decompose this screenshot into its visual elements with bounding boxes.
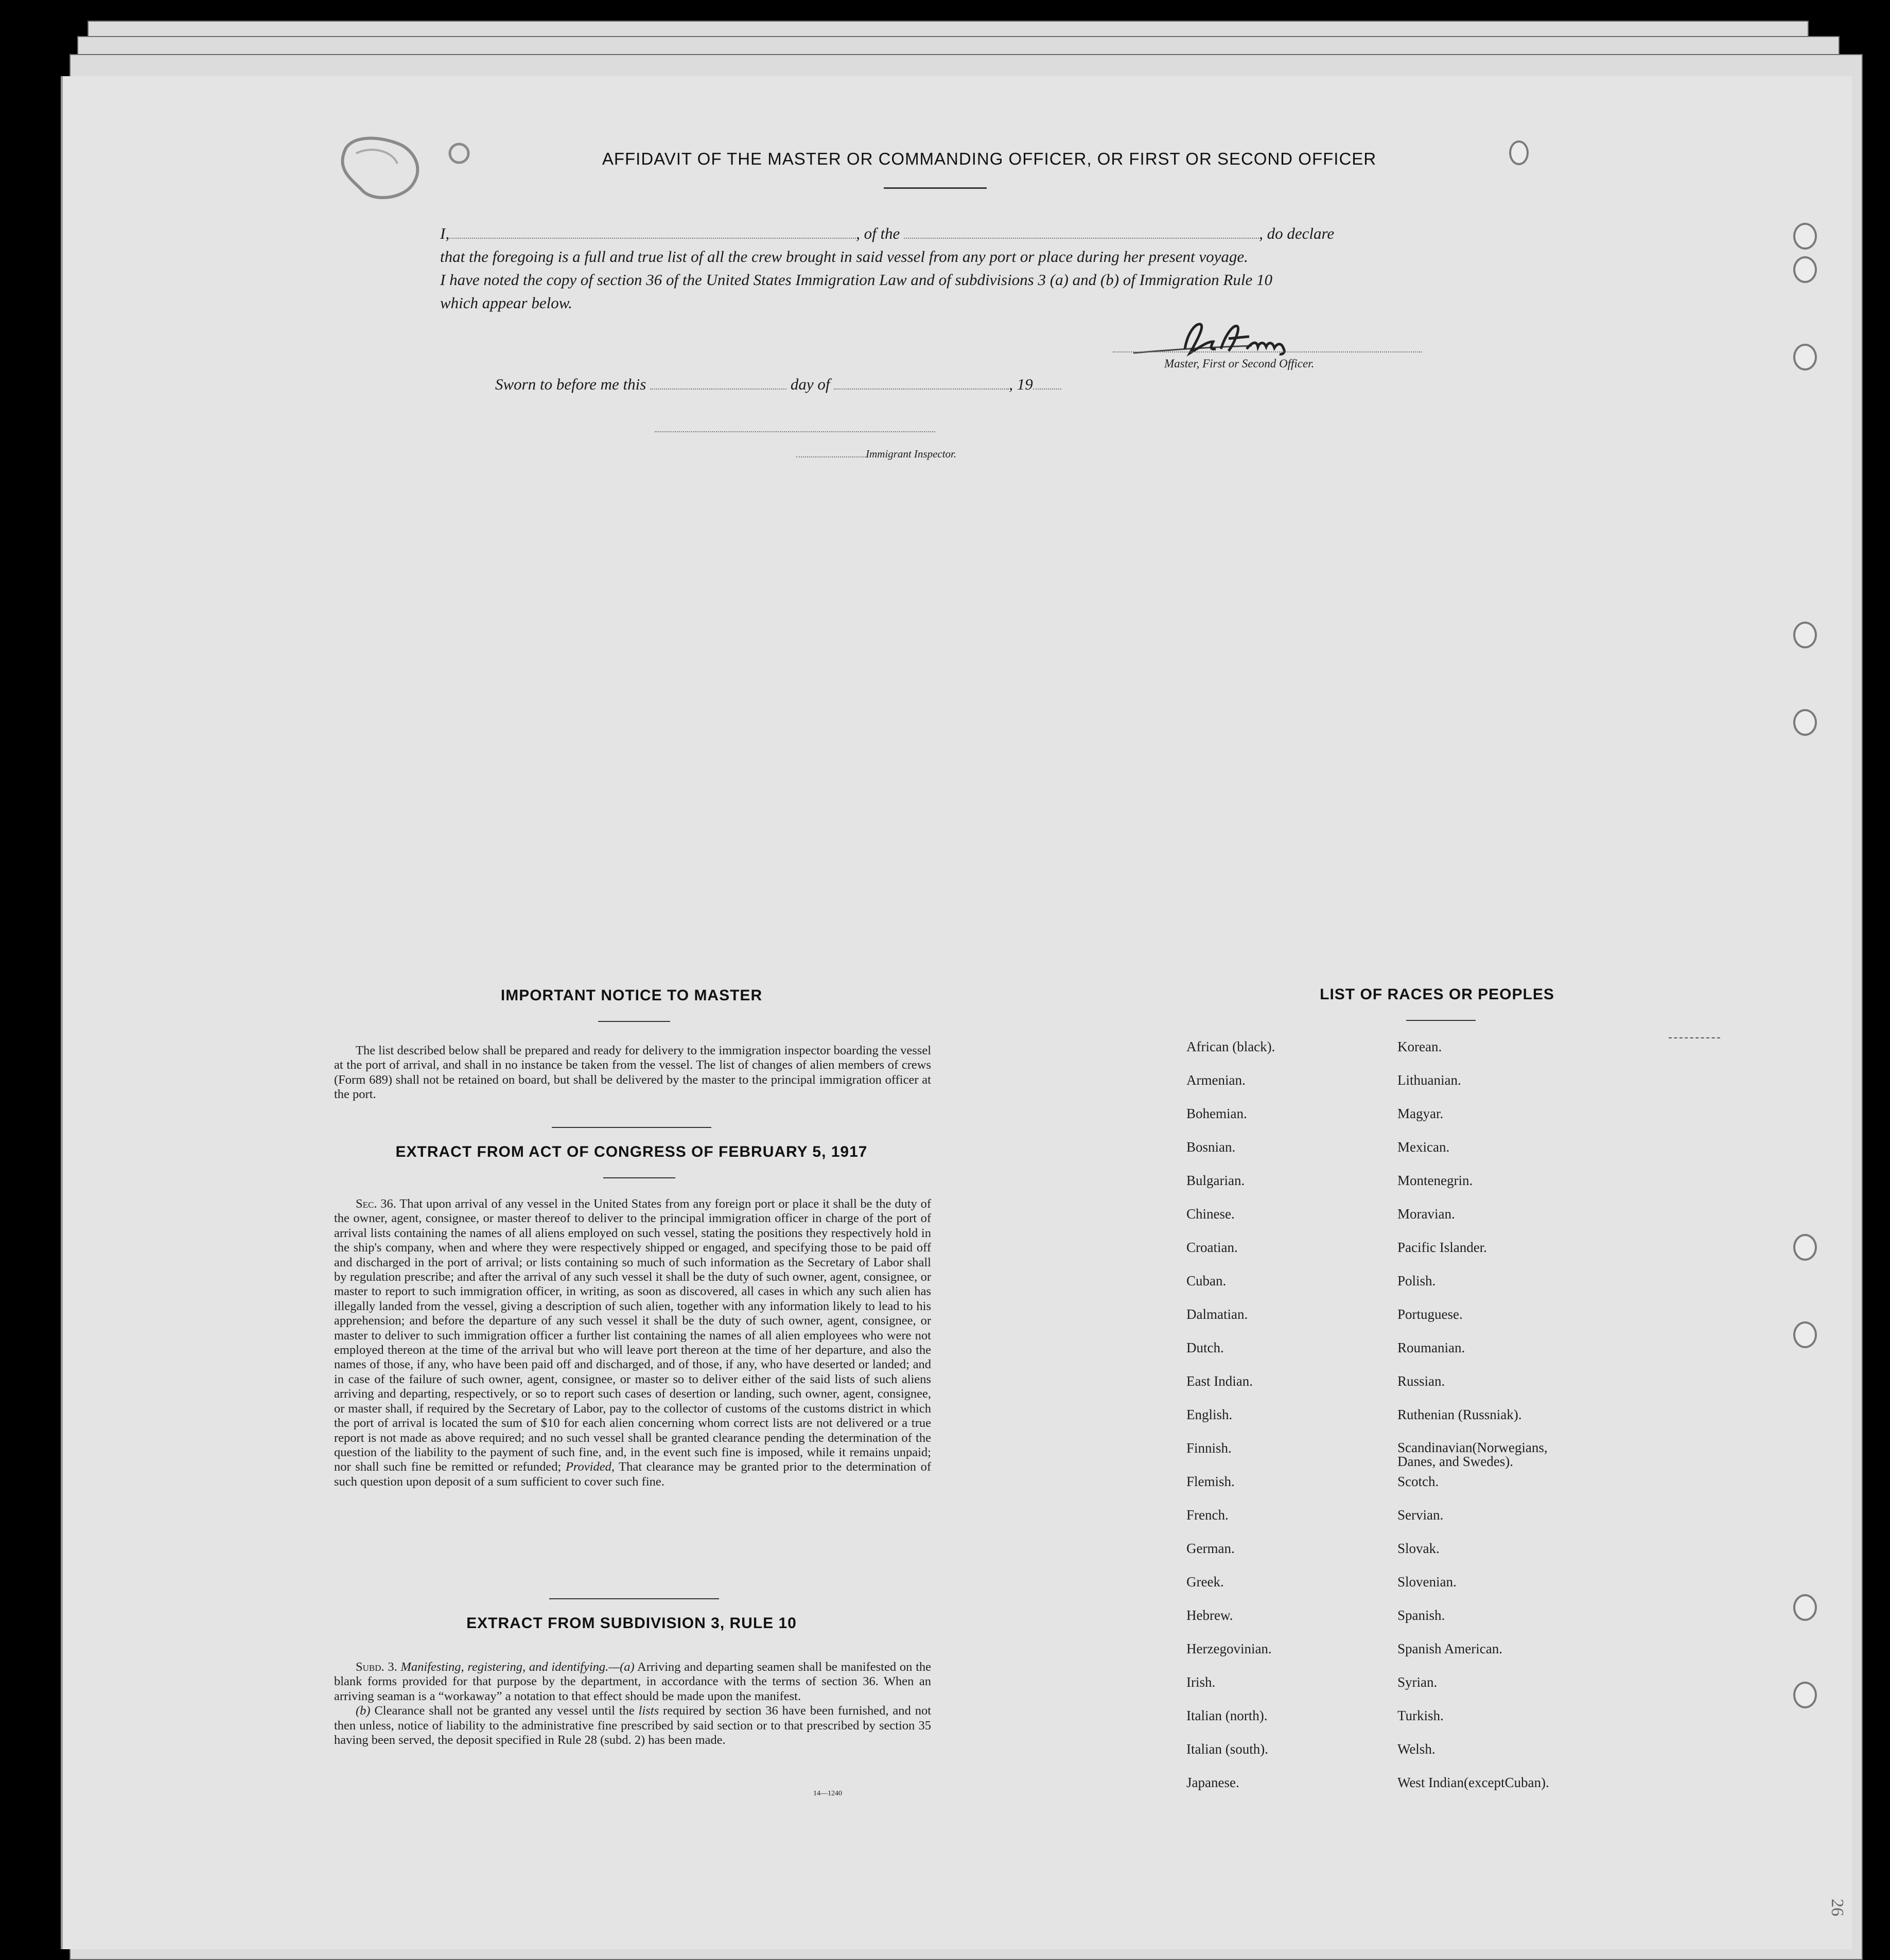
race-item: Magyar. bbox=[1397, 1106, 1444, 1121]
race-item: Greek. bbox=[1186, 1574, 1224, 1590]
race-item: East Indian. bbox=[1186, 1373, 1253, 1389]
race-item: Spanish. bbox=[1397, 1608, 1445, 1623]
race-item: Irish. bbox=[1186, 1674, 1216, 1690]
affidavit-i: I, bbox=[440, 224, 450, 242]
signature-line bbox=[1113, 351, 1422, 352]
race-item: Korean. bbox=[1397, 1039, 1442, 1054]
rule-title: EXTRACT FROM SUBDIVISION 3, RULE 10 bbox=[466, 1615, 797, 1632]
margin-dash bbox=[1669, 1037, 1720, 1038]
binder-hole bbox=[1793, 709, 1817, 736]
races-title: LIST OF RACES OR PEOPLES bbox=[1320, 986, 1554, 1003]
race-item: Roumanian. bbox=[1397, 1340, 1465, 1355]
race-item: Welsh. bbox=[1397, 1741, 1436, 1757]
race-item: Herzegovinian. bbox=[1186, 1641, 1272, 1656]
divider bbox=[884, 187, 987, 189]
binder-hole bbox=[1793, 1594, 1817, 1621]
rule-text-b1: Clearance shall not be granted any vessel until the bbox=[374, 1704, 635, 1718]
subd-heading: Manifesting, registering, and identifying.—(a) bbox=[400, 1660, 635, 1674]
manifest-page bbox=[61, 76, 1852, 1949]
sworn-year-blank bbox=[1033, 389, 1061, 390]
inspector-dots bbox=[796, 456, 866, 457]
race-item: Chinese. bbox=[1186, 1206, 1235, 1222]
sworn-day-blank bbox=[650, 389, 786, 390]
affidavit-title: AFFIDAVIT OF THE MASTER OR COMMANDING OFFICER, OR FIRST OR SECOND OFFICER bbox=[602, 149, 1377, 168]
race-item: Spanish American. bbox=[1397, 1641, 1502, 1656]
divider bbox=[603, 1177, 675, 1178]
race-item: Montenegrin. bbox=[1397, 1173, 1473, 1188]
notice-title: IMPORTANT NOTICE TO MASTER bbox=[500, 987, 763, 1004]
race-item: Hebrew. bbox=[1186, 1608, 1233, 1623]
sworn-line bbox=[495, 372, 1216, 396]
affidavit-declaration-line bbox=[440, 221, 1495, 245]
margin-page-mark: 26 bbox=[1828, 1899, 1847, 1916]
act-provided: Provided, bbox=[565, 1460, 615, 1474]
race-item: Portuguese. bbox=[1397, 1306, 1463, 1322]
divider bbox=[598, 1021, 670, 1022]
binder-hole bbox=[1793, 1682, 1817, 1708]
lists-word: lists bbox=[638, 1704, 659, 1718]
race-item: Japanese. bbox=[1186, 1775, 1239, 1790]
subd-label: Subd. 3. bbox=[356, 1660, 397, 1674]
race-item: Servian. bbox=[1397, 1507, 1444, 1523]
race-item: Pacific Islander. bbox=[1397, 1240, 1487, 1255]
race-item: Lithuanian. bbox=[1397, 1072, 1461, 1088]
divider bbox=[1406, 1020, 1476, 1021]
race-item: Slovenian. bbox=[1397, 1574, 1457, 1590]
divider bbox=[552, 1127, 711, 1128]
race-item: Moravian. bbox=[1397, 1206, 1455, 1222]
binder-hole bbox=[1793, 1234, 1817, 1261]
rule-paragraph-b bbox=[334, 1704, 931, 1747]
race-item: Bulgarian. bbox=[1186, 1173, 1245, 1188]
affidavit-of-the: , of the bbox=[856, 224, 900, 242]
sworn-month-blank bbox=[834, 389, 1009, 390]
race-item: Cuban. bbox=[1186, 1273, 1227, 1288]
race-item: German. bbox=[1186, 1541, 1235, 1556]
act-text-a: That upon arrival of any vessel in the United States from any foreign port or place it shall be the duty of the owner, agent, consignee, or master thereof to deliver to the principal immigration officer in charge of the port of arrival lists containing the names of all aliens employed on such vessel, stating the positions they respectively hold in the ship's company, when and where they were respectively shipped or engaged, and specifying those to be paid off and discharged in the port of arrival; or lists containing so much of such information as the Secretary of Labor shall by regulation prescribe; and after the arrival of any such vessel it shall be the duty of such owner, agent, consignee, or master to report to such immigration officer, in writing, as soon as discovered, all cases in which any such alien has illegally landed from the vessel, giving a description of such alien, together with any information likely to lead to his apprehension; and before the departure of any such vessel it shall be the duty of such owner, agent, consignee, or master to deliver to such immigration officer a further list containing the names of all alien employees who were not employed thereon at the time of the arrival but who will leave port thereon at the time of her departure, and also the names of those, if any, who have been paid off and discharged, and of those, if any, who have deserted or landed; and in case of the failure of such owner, agent, consignee, or master so to deliver either of the said lists of such aliens arriving and departing, respectively, or so to report such cases of desertion or landing, such owner, agent, consignee, or master shall, if required by the Secretary of Labor, pay to the collector of customs of the customs district in which the port of arrival is located the sum of $10 for each alien concerning whom correct lists are not delivered or a true report is not made as above required; and no such vessel shall be granted clearance pending the determination of the question of the liability to the payment of such fine, and, in the event such fine is imposed, while it remains unpaid; nor shall such fine be remitted or refunded; bbox=[334, 1197, 931, 1474]
race-item: Slovak. bbox=[1397, 1541, 1440, 1556]
affidavit-line-3: I have noted the copy of section 36 of the United States Immigration Law and of subdivisions 3 (a) and (b) of Immigration Rule 10 bbox=[440, 271, 1272, 289]
race-item: Scandinavian(Norwegians, Danes, and Swedes). bbox=[1397, 1440, 1548, 1469]
races-column-1 bbox=[1186, 1039, 1382, 1809]
inspector-caption bbox=[796, 448, 956, 461]
race-item: Syrian. bbox=[1397, 1674, 1438, 1690]
race-item: Armenian. bbox=[1186, 1072, 1246, 1088]
binder-hole bbox=[1793, 1321, 1817, 1348]
affidavit-line-2: that the foregoing is a full and true list of all the crew brought in said vessel from any port or place during her present voyage. bbox=[440, 248, 1248, 266]
affidavit-do-declare: , do declare bbox=[1259, 224, 1335, 242]
notice-text: The list described below shall be prepared and ready for delivery to the immigration inspector boarding the vessel at the port of arrival, and shall in no instance be taken from the vessel. The list of changes of alien members of crews (Form 689) shall not be retained on board, but shall be delivered by the master to the principal immigration officer at the port. bbox=[334, 1044, 931, 1102]
race-item: Dutch. bbox=[1186, 1340, 1224, 1355]
affidavit-line-4: which appear below. bbox=[440, 294, 572, 312]
binder-hole bbox=[1793, 256, 1817, 283]
vessel-blank bbox=[904, 238, 1259, 239]
race-item: African (black). bbox=[1186, 1039, 1275, 1054]
rule-text-a: Arriving and departing seamen shall be manifested on the blank forms provided for that purpose by the department, in accordance with the terms of section 36. When an arriving seaman is a “workaway” a notation to that effect should be made upon the manifest. bbox=[334, 1660, 931, 1703]
race-item: Bohemian. bbox=[1186, 1106, 1247, 1121]
race-item: Mexican. bbox=[1397, 1139, 1450, 1155]
sworn-text-b: day of bbox=[790, 375, 830, 393]
sworn-text-c: , 19 bbox=[1009, 375, 1033, 393]
race-item: West Indian(exceptCuban). bbox=[1397, 1775, 1549, 1790]
divider bbox=[549, 1598, 719, 1599]
act-title: EXTRACT FROM ACT OF CONGRESS OF FEBRUARY 5, 1917 bbox=[395, 1143, 868, 1160]
ink-blot-mark bbox=[325, 128, 490, 215]
binder-hole bbox=[1793, 622, 1817, 648]
race-item: Polish. bbox=[1397, 1273, 1436, 1288]
inspector-caption-text: Immigrant Inspector. bbox=[866, 448, 957, 460]
signature-caption: Master, First or Second Officer. bbox=[1164, 357, 1315, 370]
race-item: Finnish. bbox=[1186, 1440, 1232, 1456]
race-item: French. bbox=[1186, 1507, 1229, 1523]
act-text-b: That clearance may be granted prior to the determination of such question upon deposit of a sum sufficient to cover such fine. bbox=[334, 1460, 931, 1489]
binder-hole bbox=[1793, 223, 1817, 250]
race-item: Russian. bbox=[1397, 1373, 1445, 1389]
rule-text bbox=[334, 1660, 931, 1747]
sworn-text-a: Sworn to before me this bbox=[495, 375, 646, 393]
race-item: Italian (south). bbox=[1186, 1741, 1268, 1757]
race-item: Ruthenian (Russniak). bbox=[1397, 1407, 1522, 1422]
race-item: Turkish. bbox=[1397, 1708, 1444, 1723]
name-blank bbox=[449, 238, 856, 239]
rule-text-b2: required by section 36 have been furnished, and not then unless, notice of liability to the administrative fine prescribed by said section or to that prescribed by section 35 having been served, the deposit specified in Rule 28 (subd. 2) has been made. bbox=[334, 1704, 932, 1747]
race-item: Croatian. bbox=[1186, 1240, 1238, 1255]
race-item: Flemish. bbox=[1186, 1474, 1235, 1489]
act-text bbox=[334, 1197, 931, 1489]
inspector-signature-line bbox=[655, 431, 935, 432]
rule-paragraph-a bbox=[334, 1660, 931, 1704]
binder-hole bbox=[1793, 344, 1817, 370]
race-item: Bosnian. bbox=[1186, 1139, 1236, 1155]
race-item: English. bbox=[1186, 1407, 1233, 1422]
race-item: Dalmatian. bbox=[1186, 1306, 1248, 1322]
b-label: (b) bbox=[356, 1704, 371, 1718]
races-column-2 bbox=[1397, 1039, 1603, 1809]
race-item: Scotch. bbox=[1397, 1474, 1439, 1489]
race-item: Italian (north). bbox=[1186, 1708, 1268, 1723]
form-number: 14—1240 bbox=[813, 1790, 842, 1797]
sec-label: Sec. 36. bbox=[356, 1197, 396, 1211]
